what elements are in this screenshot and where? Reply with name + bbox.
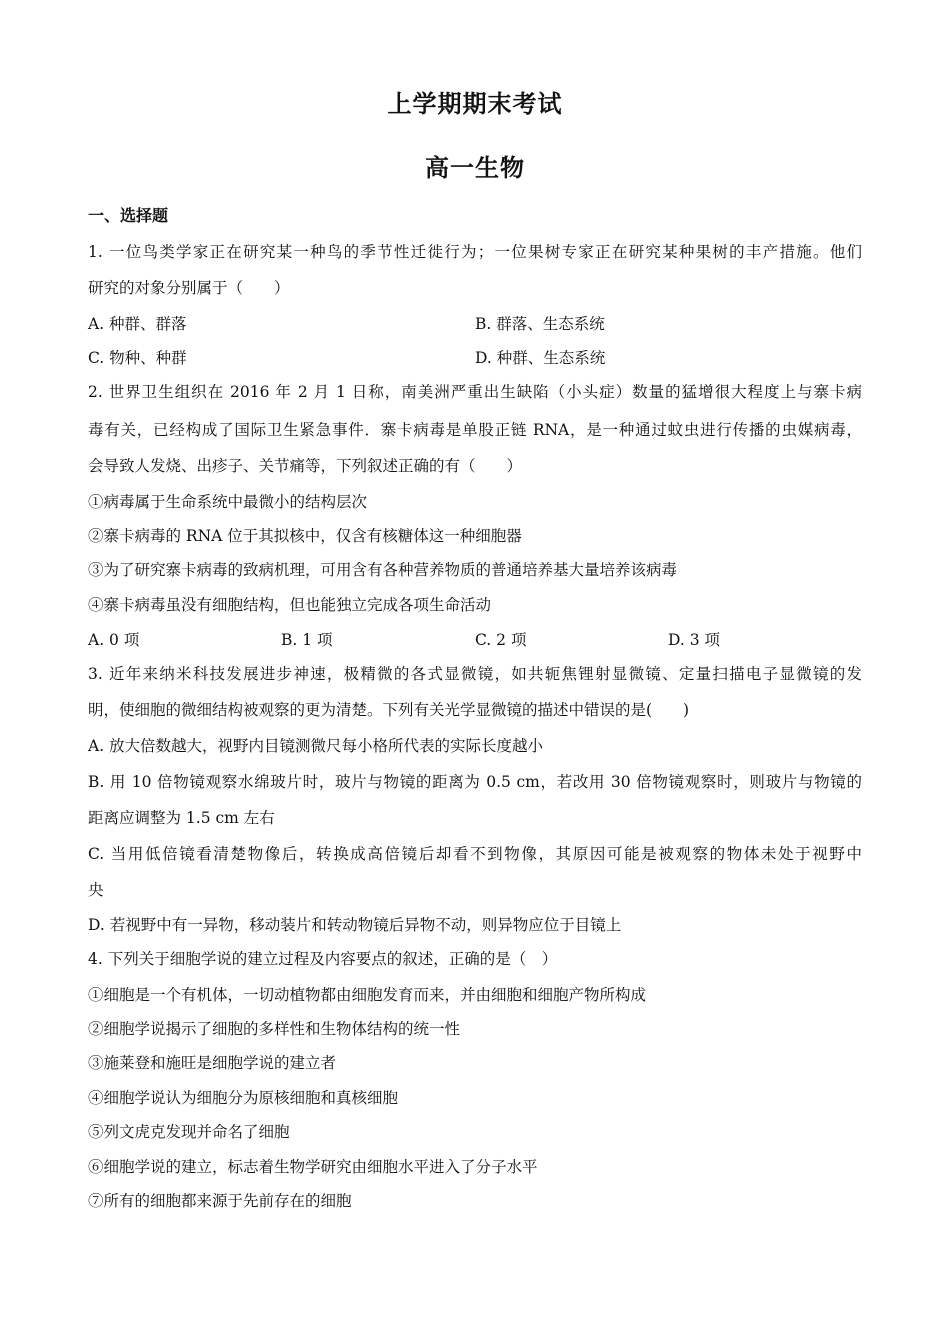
exam-subject: 高一生物: [425, 153, 525, 182]
q4-statement-1: ①细胞是一个有机体，一切动植物都由细胞发育而来，并由细胞和细胞产物所构成: [88, 986, 647, 1004]
q3-option-c-line1: C. 当用低倍镜看清楚物像后，转换成高倍镜后却看不到物像，其原因可能是被观察的物体未处于视野中: [88, 845, 862, 863]
q2-statement-2: ②寨卡病毒的 RNA 位于其拟核中，仅含有核糖体这一种细胞器: [88, 527, 522, 545]
q1-option-c: C. 物种、种群: [88, 349, 187, 367]
q2-option-b: B. 1 项: [281, 631, 333, 649]
q3-option-b-line1: B. 用 10 倍物镜观察水绵玻片时，玻片与物镜的距离为 0.5 cm，若改用 30 倍物镜观察时，则玻片与物镜的: [88, 773, 862, 791]
q1-option-d: D. 种群、生态系统: [475, 349, 606, 367]
q1-stem-line1: 1. 一位鸟类学家正在研究某一种鸟的季节性迁徙行为；一位果树专家正在研究某种果树的丰产措施。他们: [88, 243, 862, 261]
q3-stem-line1: 3. 近年来纳米科技发展进步神速，极精微的各式显微镜，如共轭焦锂射显微镜、定量扫描电子显微镜的发: [88, 665, 862, 683]
q4-statement-6: ⑥细胞学说的建立，标志着生物学研究由细胞水平进入了分子水平: [88, 1158, 538, 1176]
section-heading: 一、选择题: [88, 206, 169, 225]
q4-statement-7: ⑦所有的细胞都来源于先前存在的细胞: [88, 1192, 352, 1210]
exam-title: 上学期期末考试: [387, 89, 563, 118]
q4-statement-4: ④细胞学说认为细胞分为原核细胞和真核细胞: [88, 1089, 399, 1107]
q2-option-a: A. 0 项: [88, 631, 140, 649]
q2-statement-1: ①病毒属于生命系统中最微小的结构层次: [88, 493, 368, 511]
q4-statement-3: ③施莱登和施旺是细胞学说的建立者: [88, 1054, 337, 1072]
q3-stem-line2: 明，使细胞的微细结构被观察的更为清楚。下列有关光学显微镜的描述中错误的是( ): [88, 701, 690, 719]
q2-stem-line2: 毒有关，已经构成了国际卫生紧急事件．寨卡病毒是单股正链 RNA，是一种通过蚊虫进行传播的虫媒病毒，: [88, 421, 862, 439]
q4-stem: 4. 下列关于细胞学说的建立过程及内容要点的叙述，正确的是（ ）: [88, 950, 558, 968]
q2-statement-3: ③为了研究寨卡病毒的致病机理，可用含有各种营养物质的普通培养基大量培养该病毒: [88, 561, 678, 579]
q2-option-d: D. 3 项: [668, 631, 721, 649]
q4-statement-5: ⑤列文虎克发现并命名了细胞: [88, 1123, 290, 1141]
q2-statement-4: ④寨卡病毒虽没有细胞结构，但也能独立完成各项生命活动: [88, 596, 492, 614]
q1-stem-line2: 研究的对象分别属于（ ）: [88, 279, 290, 297]
q3-option-a: A. 放大倍数越大，视野内目镜测微尺每小格所代表的实际长度越小: [88, 737, 544, 755]
q2-stem-line3: 会导致人发烧、出疹子、关节痛等，下列叙述正确的有（ ）: [88, 457, 523, 475]
q1-option-b: B. 群落、生态系统: [475, 315, 605, 333]
q4-statement-2: ②细胞学说揭示了细胞的多样性和生物体结构的统一性: [88, 1020, 461, 1038]
q1-option-a: A. 种群、群落: [88, 315, 187, 333]
q3-option-c-line2: 央: [88, 881, 104, 899]
q2-stem-line1: 2. 世界卫生组织在 2016 年 2 月 1 日称，南美洲严重出生缺陷（小头症）数量的猛增很大程度上与寨卡病: [88, 383, 862, 401]
q2-option-c: C. 2 项: [475, 631, 527, 649]
q3-option-b-line2: 距离应调整为 1.5 cm 左右: [88, 809, 275, 827]
q3-option-d: D. 若视野中有一异物，移动装片和转动物镜后异物不动，则异物应位于目镜上: [88, 916, 622, 934]
